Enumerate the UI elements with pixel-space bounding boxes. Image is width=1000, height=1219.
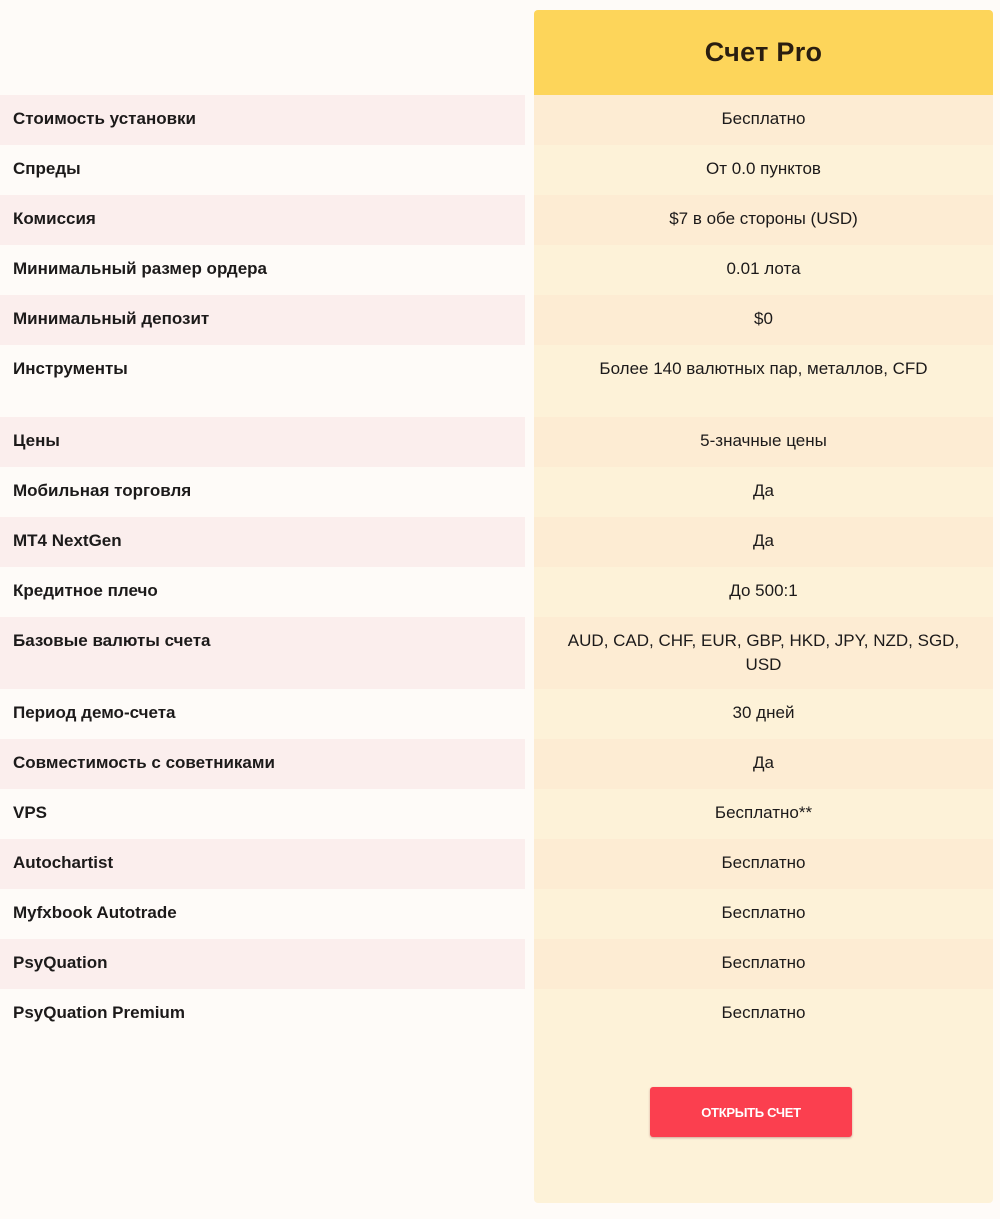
row-label: Myfxbook Autotrade [0, 889, 525, 939]
row-label: Стоимость установки [0, 95, 525, 145]
row-label: Комиссия [0, 195, 525, 245]
table-row [0, 145, 1000, 195]
row-label: PsyQuation Premium [0, 989, 525, 1039]
row-value: До 500:1 [534, 567, 993, 617]
row-label: Базовые валюты счета [0, 617, 525, 689]
row-label: Кредитное плечо [0, 567, 525, 617]
row-value: Бесплатно [534, 839, 993, 889]
row-value: 30 дней [534, 689, 993, 739]
row-value: AUD, CAD, CHF, EUR, GBP, HKD, JPY, NZD, SGD, USD [534, 617, 993, 689]
table-row [0, 839, 1000, 889]
row-value: 5-значные цены [534, 417, 993, 467]
row-label: Инструменты [0, 345, 525, 417]
row-label: Мобильная торговля [0, 467, 525, 517]
table-row [0, 295, 1000, 345]
row-value: Бесплатно [534, 939, 993, 989]
table-row [0, 989, 1000, 1039]
row-value: Бесплатно [534, 95, 993, 145]
row-value: $7 в обе стороны (USD) [534, 195, 993, 245]
table-row [0, 689, 1000, 739]
row-value: $0 [534, 295, 993, 345]
row-label: Спреды [0, 145, 525, 195]
row-label: Совместимость с советниками [0, 739, 525, 789]
row-value: 0.01 лота [534, 245, 993, 295]
table-row [0, 617, 1000, 689]
plan-title: Счет Pro [534, 10, 993, 95]
row-label: Минимальный размер ордера [0, 245, 525, 295]
table-row [0, 95, 1000, 145]
table-row [0, 789, 1000, 839]
row-value: Бесплатно [534, 989, 993, 1039]
row-value: Бесплатно** [534, 789, 993, 839]
table-row [0, 195, 1000, 245]
row-label: PsyQuation [0, 939, 525, 989]
row-label: MT4 NextGen [0, 517, 525, 567]
row-value: Более 140 валютных пар, металлов, CFD [534, 345, 993, 417]
table-row [0, 939, 1000, 989]
open-account-button[interactable]: ОТКРЫТЬ СЧЕТ [650, 1087, 852, 1137]
row-label: VPS [0, 789, 525, 839]
comparison-table [0, 95, 1000, 1039]
table-row [0, 467, 1000, 517]
table-row [0, 245, 1000, 295]
row-label: Цены [0, 417, 525, 467]
row-value: От 0.0 пунктов [534, 145, 993, 195]
table-row [0, 889, 1000, 939]
row-value: Да [534, 739, 993, 789]
table-row [0, 417, 1000, 467]
row-label: Autochartist [0, 839, 525, 889]
row-value: Да [534, 467, 993, 517]
table-row [0, 345, 1000, 417]
table-row [0, 739, 1000, 789]
row-value: Да [534, 517, 993, 567]
table-row [0, 517, 1000, 567]
row-label: Период демо-счета [0, 689, 525, 739]
row-value: Бесплатно [534, 889, 993, 939]
table-row [0, 567, 1000, 617]
row-label: Минимальный депозит [0, 295, 525, 345]
